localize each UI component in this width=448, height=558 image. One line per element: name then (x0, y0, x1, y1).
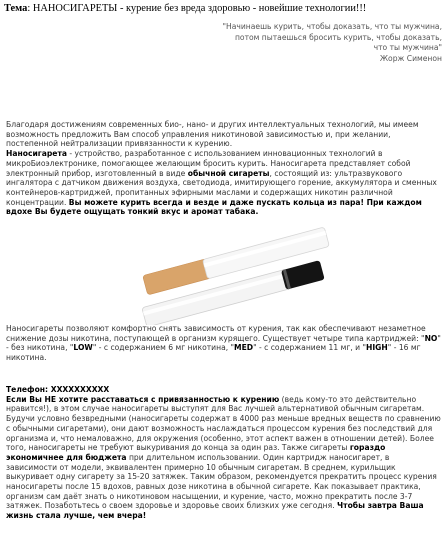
intro-text: Благодаря достижениям современных био-, нано- и других интеллектуальных технологий, мы имеем возможность предложить Вам способ управления никотиновой зависимостью и, при желании, постепенной нейтрализации привязанности к курению. (6, 120, 419, 149)
cartridges-text-e: " - 16 мг никотина. (6, 343, 421, 363)
cartridges-text-d: " - с содержанием 11 мг, и " (253, 343, 366, 353)
phone-label: Телефон: (6, 385, 49, 394)
quote-author: Жорж Сименон (379, 53, 442, 63)
cartridge-low: LOW (73, 343, 93, 353)
phone-value: XXXXXXXXXX (48, 385, 110, 394)
cartridge-high: HIGH (366, 343, 388, 353)
subject-label: Тема (4, 3, 28, 14)
benefits-text-a: (ведь кому-то это действительно нравится!), в этом случае наносигареты выступят для Вас лучшей альтернативой обычным сигаретам. Будучи условно безвредными (наносигареты содержат в 4000 раз меньше вредных веществ по сравнению с обычными сигаретами), они дают возможность наслаждаться процессом курения без последствий для организма и, что немаловажно, для окружения (особенно, этот аспект важен в отношении детей). Более того, наносигареты не требуют выкуривания до конца за один раз. Также сигареты (6, 394, 441, 453)
cartridges-text-c: " - с содержанием 6 мг никотина, " (92, 343, 235, 353)
subject-text: НАНОСИГАРЕТЫ - курение без вреда здоровью - новейшие технологии!!! (32, 3, 367, 14)
quote-line-3: что ты мужчина" (373, 43, 442, 52)
cartridges-paragraph (6, 324, 442, 363)
slogan-text: Вы можете курить всегда и везде и даже пускать кольца из пара! При каждом вдохе Вы будете ощущать тонкий вкус и аромат табака. (6, 197, 422, 217)
definition-text-a: - устройство, разработанное с использованием инновационных технологий в микроБиоэлектронике, помогающее желающим бросить курить. Наносигарета представляет собой электронный прибор, изготовленный в виде (6, 149, 411, 178)
subject-line: Тема: НАНОСИГАРЕТЫ - курение без вреда здоровью - новейшие технологии!!! (4, 3, 367, 14)
quote-line-2: потом пытаешься бросить курить, чтобы доказать, (234, 32, 442, 42)
benefits-lead: Если Вы НЕ хотите расставаться с привязанностью к курению (6, 394, 280, 404)
closing-phrase: Чтобы завтра Ваша жизнь стала лучше, чем вчера! (6, 501, 424, 521)
cigarette-filter (143, 259, 212, 295)
benefits-text-b: при длительном использовании. Один картридж наносигарет, в зависимости от модели, эквивалентен примерно 10 обычным сигаретам. В среднем, курильщик выкуривает одну сигарету за 15-20 затяжек. Таким образом, рекомендуется прекратить процесс курения наносигареты после 15 вдохов, равных дозе никотина в обычной сигарете. Как показывает практика, организм сам даёт знать о никотиновом насыщении, и курение, часто, можно прекратить после 3-7 затяжек. Позаботьтесь о своем здоровье и здоровье своих близких уже сегодня. (6, 452, 437, 511)
cartridges-text-b: " - без никотина, " (6, 333, 441, 353)
economy-phrase: гораздо экономичнее для бюджета (6, 443, 386, 462)
cartridges-text-a: Наносигареты позволяют комфортно снять зависимость от курения, так как обеспечивают незаметное снижение дозы никотина, поступающей в организм курящего. Существует четыре типа картриджей: " (6, 324, 426, 343)
intro-paragraph (6, 120, 442, 217)
definition-term: Наносигарета (6, 149, 67, 159)
cartridge-med: MED (234, 343, 254, 353)
nanocigarettes-image (136, 221, 332, 325)
cartridge-no: NO (424, 333, 438, 343)
epigraph-quote (142, 22, 442, 64)
quote-line-1: "Начинаешь курить, чтобы доказать, что ты мужчина, (222, 22, 442, 31)
definition-device: обычной сигареты (187, 168, 270, 178)
benefits-paragraph (6, 385, 442, 521)
definition-text-b: , состоящий из: ультразвукового ингалятора с датчиком движения воздуха, светодиода, имитирующего горение, аккумулятора и сменных контейнеров-картриджей, пропитанных эфирными маслами и содержащих никотин различной концентрации. (6, 168, 437, 207)
